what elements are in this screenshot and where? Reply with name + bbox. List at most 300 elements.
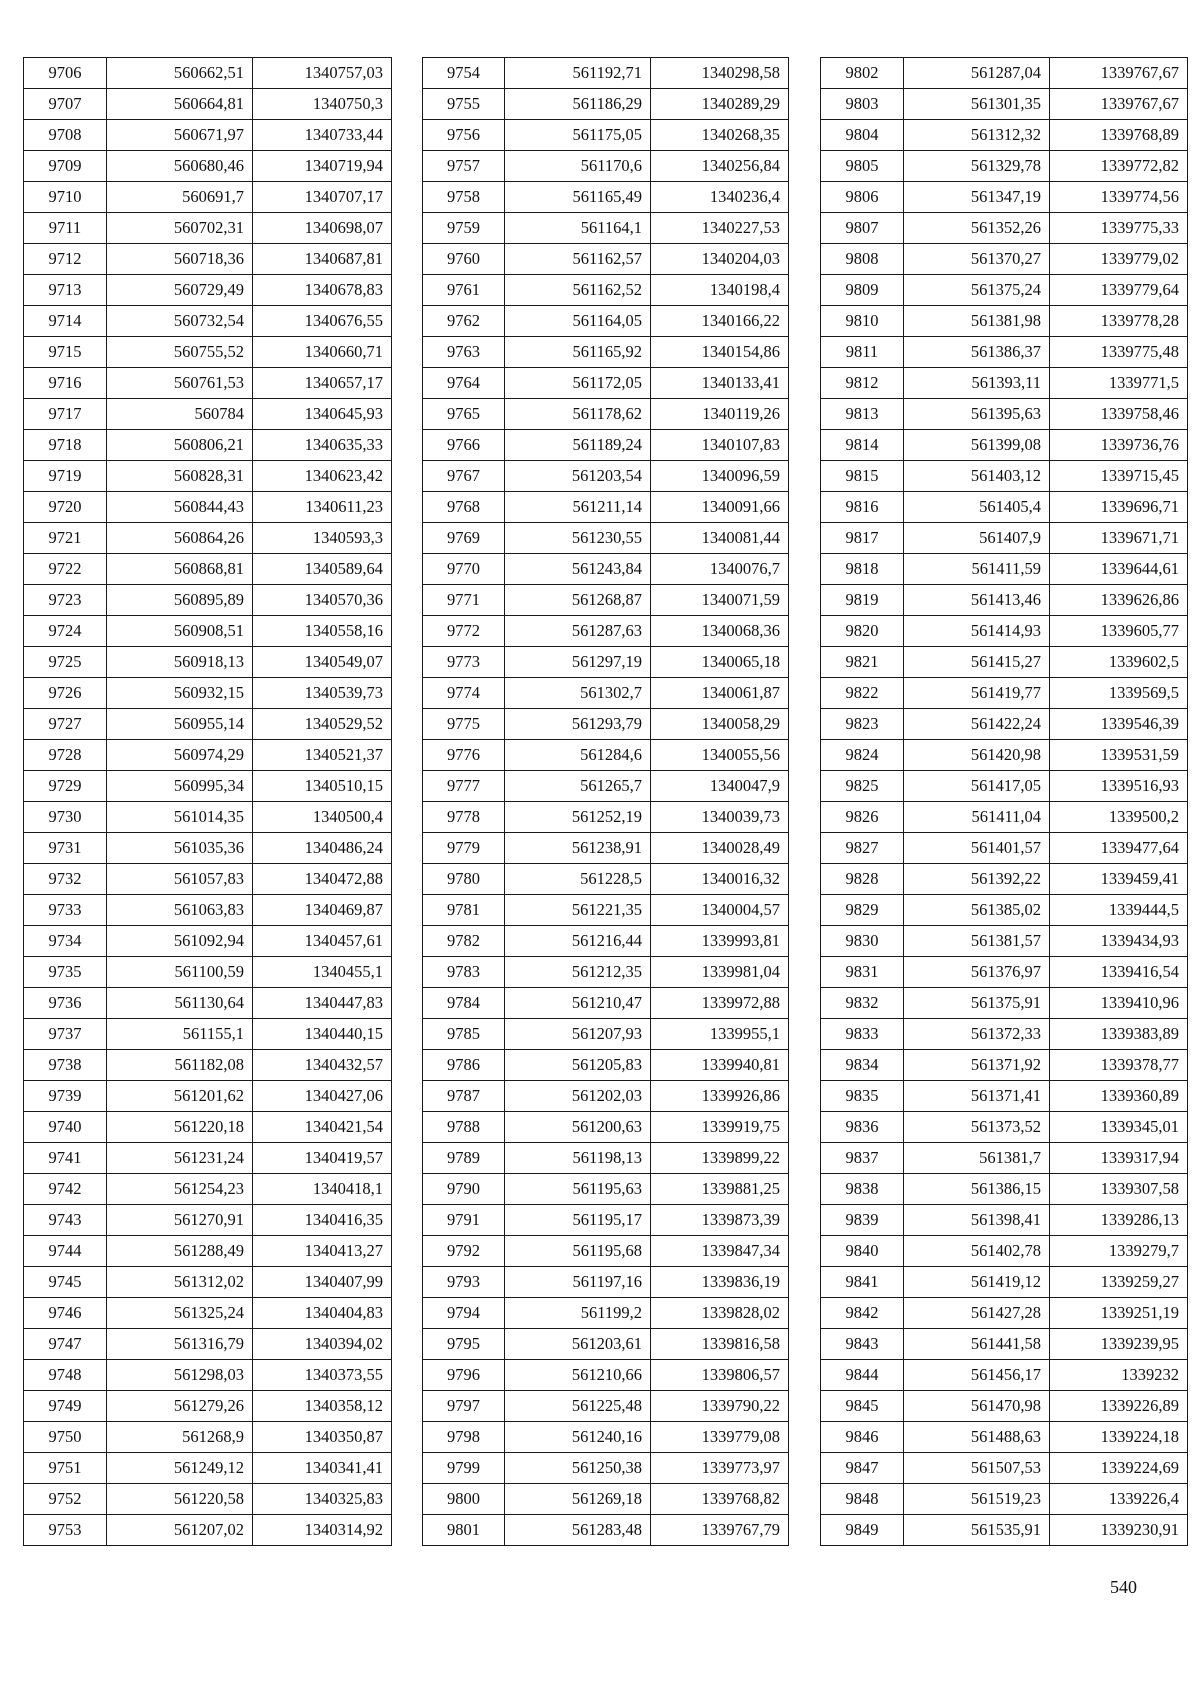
- point-number-cell: 9837: [821, 1143, 904, 1174]
- table-row: [821, 523, 1188, 554]
- point-number-cell: 9736: [24, 988, 107, 1019]
- table-row: [821, 120, 1188, 151]
- x-coordinate-cell: 561284,6: [505, 740, 651, 771]
- x-coordinate-cell: 561392,22: [904, 864, 1050, 895]
- point-number-cell: 9811: [821, 337, 904, 368]
- y-coordinate-cell: 1340529,52: [253, 709, 392, 740]
- y-coordinate-cell: 1340065,18: [651, 647, 789, 678]
- y-coordinate-cell: 1340227,53: [651, 213, 789, 244]
- point-number-cell: 9752: [24, 1484, 107, 1515]
- y-coordinate-cell: 1340068,36: [651, 616, 789, 647]
- x-coordinate-cell: 560828,31: [107, 461, 253, 492]
- x-coordinate-cell: 561386,15: [904, 1174, 1050, 1205]
- x-coordinate-cell: 560662,51: [107, 58, 253, 89]
- table-row: [24, 1515, 392, 1546]
- point-number-cell: 9810: [821, 306, 904, 337]
- x-coordinate-cell: 561203,54: [505, 461, 651, 492]
- y-coordinate-cell: 1340256,84: [651, 151, 789, 182]
- table-row: [423, 771, 789, 802]
- y-coordinate-cell: 1339772,82: [1050, 151, 1188, 182]
- x-coordinate-cell: 561386,37: [904, 337, 1050, 368]
- y-coordinate-cell: 1339847,34: [651, 1236, 789, 1267]
- table-row: [24, 1019, 392, 1050]
- y-coordinate-cell: 1340204,03: [651, 244, 789, 275]
- y-coordinate-cell: 1339239,95: [1050, 1329, 1188, 1360]
- table-row: [821, 1112, 1188, 1143]
- x-coordinate-cell: 560995,34: [107, 771, 253, 802]
- table-row: [821, 678, 1188, 709]
- x-coordinate-cell: 561441,58: [904, 1329, 1050, 1360]
- point-number-cell: 9745: [24, 1267, 107, 1298]
- coordinate-table-2: [422, 57, 789, 1546]
- table-row: [24, 647, 392, 678]
- table-row: [821, 89, 1188, 120]
- y-coordinate-cell: 1340004,57: [651, 895, 789, 926]
- point-number-cell: 9757: [423, 151, 505, 182]
- table-row: [821, 58, 1188, 89]
- point-number-cell: 9814: [821, 430, 904, 461]
- y-coordinate-cell: 1340107,83: [651, 430, 789, 461]
- x-coordinate-cell: 561420,98: [904, 740, 1050, 771]
- point-number-cell: 9721: [24, 523, 107, 554]
- point-number-cell: 9817: [821, 523, 904, 554]
- x-coordinate-cell: 560718,36: [107, 244, 253, 275]
- table-row: [24, 1391, 392, 1422]
- point-number-cell: 9778: [423, 802, 505, 833]
- y-coordinate-cell: 1340096,59: [651, 461, 789, 492]
- point-number-cell: 9844: [821, 1360, 904, 1391]
- x-coordinate-cell: 560702,31: [107, 213, 253, 244]
- point-number-cell: 9753: [24, 1515, 107, 1546]
- table-row: [821, 864, 1188, 895]
- y-coordinate-cell: 1340016,32: [651, 864, 789, 895]
- table-row: [821, 1267, 1188, 1298]
- y-coordinate-cell: 1339926,86: [651, 1081, 789, 1112]
- y-coordinate-cell: 1340455,1: [253, 957, 392, 988]
- point-number-cell: 9807: [821, 213, 904, 244]
- x-coordinate-cell: 561399,08: [904, 430, 1050, 461]
- point-number-cell: 9799: [423, 1453, 505, 1484]
- table-row: [423, 926, 789, 957]
- point-number-cell: 9776: [423, 740, 505, 771]
- point-number-cell: 9830: [821, 926, 904, 957]
- x-coordinate-cell: 561297,19: [505, 647, 651, 678]
- point-number-cell: 9724: [24, 616, 107, 647]
- y-coordinate-cell: 1340698,07: [253, 213, 392, 244]
- y-coordinate-cell: 1340539,73: [253, 678, 392, 709]
- x-coordinate-cell: 561175,05: [505, 120, 651, 151]
- x-coordinate-cell: 561385,02: [904, 895, 1050, 926]
- point-number-cell: 9709: [24, 151, 107, 182]
- table-row: [423, 988, 789, 1019]
- table-row: [821, 182, 1188, 213]
- point-number-cell: 9847: [821, 1453, 904, 1484]
- x-coordinate-cell: 561162,57: [505, 244, 651, 275]
- x-coordinate-cell: 561220,18: [107, 1112, 253, 1143]
- coordinate-table-body: [821, 58, 1188, 1546]
- point-number-cell: 9792: [423, 1236, 505, 1267]
- coordinate-table-3: [820, 57, 1188, 1546]
- table-row: [821, 306, 1188, 337]
- table-row: [24, 740, 392, 771]
- x-coordinate-cell: 561164,1: [505, 213, 651, 244]
- x-coordinate-cell: 561381,57: [904, 926, 1050, 957]
- x-coordinate-cell: 561375,91: [904, 988, 1050, 1019]
- y-coordinate-cell: 1339444,5: [1050, 895, 1188, 926]
- point-number-cell: 9755: [423, 89, 505, 120]
- y-coordinate-cell: 1340676,55: [253, 306, 392, 337]
- x-coordinate-cell: 561370,27: [904, 244, 1050, 275]
- y-coordinate-cell: 1340623,42: [253, 461, 392, 492]
- table-row: [423, 554, 789, 585]
- x-coordinate-cell: 561268,9: [107, 1422, 253, 1453]
- table-row: [423, 1267, 789, 1298]
- y-coordinate-cell: 1339775,33: [1050, 213, 1188, 244]
- point-number-cell: 9729: [24, 771, 107, 802]
- point-number-cell: 9728: [24, 740, 107, 771]
- y-coordinate-cell: 1339410,96: [1050, 988, 1188, 1019]
- table-row: [821, 1453, 1188, 1484]
- table-row: [423, 1391, 789, 1422]
- y-coordinate-cell: 1340419,57: [253, 1143, 392, 1174]
- point-number-cell: 9733: [24, 895, 107, 926]
- point-number-cell: 9723: [24, 585, 107, 616]
- y-coordinate-cell: 1339767,67: [1050, 89, 1188, 120]
- point-number-cell: 9793: [423, 1267, 505, 1298]
- x-coordinate-cell: 561202,03: [505, 1081, 651, 1112]
- y-coordinate-cell: 1340289,29: [651, 89, 789, 120]
- point-number-cell: 9823: [821, 709, 904, 740]
- point-number-cell: 9744: [24, 1236, 107, 1267]
- table-row: [24, 1143, 392, 1174]
- x-coordinate-cell: 561165,49: [505, 182, 651, 213]
- table-row: [24, 492, 392, 523]
- table-row: [423, 709, 789, 740]
- x-coordinate-cell: 561249,12: [107, 1453, 253, 1484]
- y-coordinate-cell: 1339307,58: [1050, 1174, 1188, 1205]
- y-coordinate-cell: 1339779,64: [1050, 275, 1188, 306]
- table-row: [423, 306, 789, 337]
- x-coordinate-cell: 561347,19: [904, 182, 1050, 213]
- y-coordinate-cell: 1339773,97: [651, 1453, 789, 1484]
- x-coordinate-cell: 561456,17: [904, 1360, 1050, 1391]
- x-coordinate-cell: 561279,26: [107, 1391, 253, 1422]
- point-number-cell: 9831: [821, 957, 904, 988]
- point-number-cell: 9813: [821, 399, 904, 430]
- x-coordinate-cell: 560761,53: [107, 368, 253, 399]
- y-coordinate-cell: 1339226,4: [1050, 1484, 1188, 1515]
- y-coordinate-cell: 1339360,89: [1050, 1081, 1188, 1112]
- y-coordinate-cell: 1339477,64: [1050, 833, 1188, 864]
- point-number-cell: 9717: [24, 399, 107, 430]
- y-coordinate-cell: 1340314,92: [253, 1515, 392, 1546]
- point-number-cell: 9730: [24, 802, 107, 833]
- y-coordinate-cell: 1339955,1: [651, 1019, 789, 1050]
- y-coordinate-cell: 1340236,4: [651, 182, 789, 213]
- table-row: [24, 1422, 392, 1453]
- x-coordinate-cell: 561201,62: [107, 1081, 253, 1112]
- point-number-cell: 9833: [821, 1019, 904, 1050]
- y-coordinate-cell: 1339259,27: [1050, 1267, 1188, 1298]
- point-number-cell: 9751: [24, 1453, 107, 1484]
- x-coordinate-cell: 561205,83: [505, 1050, 651, 1081]
- table-row: [821, 1205, 1188, 1236]
- y-coordinate-cell: 1340373,55: [253, 1360, 392, 1391]
- y-coordinate-cell: 1340416,35: [253, 1205, 392, 1236]
- x-coordinate-cell: 561240,16: [505, 1422, 651, 1453]
- table-row: [821, 895, 1188, 926]
- table-row: [423, 58, 789, 89]
- table-row: [821, 368, 1188, 399]
- x-coordinate-cell: 561207,02: [107, 1515, 253, 1546]
- table-row: [821, 151, 1188, 182]
- point-number-cell: 9787: [423, 1081, 505, 1112]
- x-coordinate-cell: 561178,62: [505, 399, 651, 430]
- point-number-cell: 9819: [821, 585, 904, 616]
- page-number: 540: [1110, 1577, 1137, 1597]
- y-coordinate-cell: 1340510,15: [253, 771, 392, 802]
- y-coordinate-cell: 1340039,73: [651, 802, 789, 833]
- table-row: [24, 1298, 392, 1329]
- y-coordinate-cell: 1339790,22: [651, 1391, 789, 1422]
- point-number-cell: 9780: [423, 864, 505, 895]
- y-coordinate-cell: 1339251,19: [1050, 1298, 1188, 1329]
- x-coordinate-cell: 561250,38: [505, 1453, 651, 1484]
- x-coordinate-cell: 561192,71: [505, 58, 651, 89]
- x-coordinate-cell: 560784: [107, 399, 253, 430]
- table-row: [24, 771, 392, 802]
- point-number-cell: 9706: [24, 58, 107, 89]
- table-row: [821, 492, 1188, 523]
- x-coordinate-cell: 561411,59: [904, 554, 1050, 585]
- y-coordinate-cell: 1339531,59: [1050, 740, 1188, 771]
- table-row: [821, 1081, 1188, 1112]
- table-row: [821, 1019, 1188, 1050]
- point-number-cell: 9840: [821, 1236, 904, 1267]
- y-coordinate-cell: 1340071,59: [651, 585, 789, 616]
- y-coordinate-cell: 1339972,88: [651, 988, 789, 1019]
- point-number-cell: 9741: [24, 1143, 107, 1174]
- x-coordinate-cell: 561405,4: [904, 492, 1050, 523]
- x-coordinate-cell: 560974,29: [107, 740, 253, 771]
- y-coordinate-cell: 1339696,71: [1050, 492, 1188, 523]
- x-coordinate-cell: 561401,57: [904, 833, 1050, 864]
- table-row: [423, 585, 789, 616]
- point-number-cell: 9716: [24, 368, 107, 399]
- x-coordinate-cell: 560732,54: [107, 306, 253, 337]
- y-coordinate-cell: 1340472,88: [253, 864, 392, 895]
- table-row: [821, 647, 1188, 678]
- y-coordinate-cell: 1340657,17: [253, 368, 392, 399]
- x-coordinate-cell: 561270,91: [107, 1205, 253, 1236]
- y-coordinate-cell: 1340427,06: [253, 1081, 392, 1112]
- y-coordinate-cell: 1339500,2: [1050, 802, 1188, 833]
- table-row: [423, 833, 789, 864]
- x-coordinate-cell: 561243,84: [505, 554, 651, 585]
- x-coordinate-cell: 561325,24: [107, 1298, 253, 1329]
- y-coordinate-cell: 1339828,02: [651, 1298, 789, 1329]
- table-row: [423, 337, 789, 368]
- point-number-cell: 9708: [24, 120, 107, 151]
- point-number-cell: 9772: [423, 616, 505, 647]
- x-coordinate-cell: 561312,32: [904, 120, 1050, 151]
- x-coordinate-cell: 561182,08: [107, 1050, 253, 1081]
- y-coordinate-cell: 1339378,77: [1050, 1050, 1188, 1081]
- x-coordinate-cell: 561035,36: [107, 833, 253, 864]
- x-coordinate-cell: 561507,53: [904, 1453, 1050, 1484]
- y-coordinate-cell: 1340341,41: [253, 1453, 392, 1484]
- y-coordinate-cell: 1339546,39: [1050, 709, 1188, 740]
- point-number-cell: 9797: [423, 1391, 505, 1422]
- y-coordinate-cell: 1340611,23: [253, 492, 392, 523]
- y-coordinate-cell: 1339232: [1050, 1360, 1188, 1391]
- y-coordinate-cell: 1340413,27: [253, 1236, 392, 1267]
- x-coordinate-cell: 561535,91: [904, 1515, 1050, 1546]
- y-coordinate-cell: 1339605,77: [1050, 616, 1188, 647]
- y-coordinate-cell: 1340407,99: [253, 1267, 392, 1298]
- y-coordinate-cell: 1339899,22: [651, 1143, 789, 1174]
- x-coordinate-cell: 561170,6: [505, 151, 651, 182]
- table-row: [24, 461, 392, 492]
- y-coordinate-cell: 1339778,28: [1050, 306, 1188, 337]
- y-coordinate-cell: 1339768,89: [1050, 120, 1188, 151]
- table-row: [821, 275, 1188, 306]
- table-row: [821, 1143, 1188, 1174]
- table-row: [24, 182, 392, 213]
- point-number-cell: 9786: [423, 1050, 505, 1081]
- y-coordinate-cell: 1339317,94: [1050, 1143, 1188, 1174]
- point-number-cell: 9783: [423, 957, 505, 988]
- y-coordinate-cell: 1339279,7: [1050, 1236, 1188, 1267]
- table-row: [423, 1329, 789, 1360]
- x-coordinate-cell: 561211,14: [505, 492, 651, 523]
- x-coordinate-cell: 561283,48: [505, 1515, 651, 1546]
- table-row: [821, 1360, 1188, 1391]
- y-coordinate-cell: 1339940,81: [651, 1050, 789, 1081]
- point-number-cell: 9801: [423, 1515, 505, 1546]
- y-coordinate-cell: 1339383,89: [1050, 1019, 1188, 1050]
- point-number-cell: 9843: [821, 1329, 904, 1360]
- x-coordinate-cell: 561352,26: [904, 213, 1050, 244]
- point-number-cell: 9746: [24, 1298, 107, 1329]
- point-number-cell: 9718: [24, 430, 107, 461]
- table-row: [24, 926, 392, 957]
- x-coordinate-cell: 561427,28: [904, 1298, 1050, 1329]
- table-row: [821, 1329, 1188, 1360]
- x-coordinate-cell: 561302,7: [505, 678, 651, 709]
- point-number-cell: 9808: [821, 244, 904, 275]
- point-number-cell: 9848: [821, 1484, 904, 1515]
- table-row: [24, 1112, 392, 1143]
- y-coordinate-cell: 1339981,04: [651, 957, 789, 988]
- point-number-cell: 9739: [24, 1081, 107, 1112]
- x-coordinate-cell: 561198,13: [505, 1143, 651, 1174]
- x-coordinate-cell: 561189,24: [505, 430, 651, 461]
- table-row: [423, 523, 789, 554]
- table-row: [423, 1050, 789, 1081]
- x-coordinate-cell: 561130,64: [107, 988, 253, 1019]
- table-row: [24, 523, 392, 554]
- table-row: [24, 151, 392, 182]
- point-number-cell: 9722: [24, 554, 107, 585]
- y-coordinate-cell: 1340404,83: [253, 1298, 392, 1329]
- y-coordinate-cell: 1339644,61: [1050, 554, 1188, 585]
- x-coordinate-cell: 560664,81: [107, 89, 253, 120]
- x-coordinate-cell: 560729,49: [107, 275, 253, 306]
- table-row: [423, 244, 789, 275]
- point-number-cell: 9756: [423, 120, 505, 151]
- point-number-cell: 9839: [821, 1205, 904, 1236]
- point-number-cell: 9767: [423, 461, 505, 492]
- x-coordinate-cell: 561252,19: [505, 802, 651, 833]
- y-coordinate-cell: 1340558,16: [253, 616, 392, 647]
- table-row: [423, 430, 789, 461]
- point-number-cell: 9732: [24, 864, 107, 895]
- y-coordinate-cell: 1339779,02: [1050, 244, 1188, 275]
- point-number-cell: 9815: [821, 461, 904, 492]
- table-row: [821, 1298, 1188, 1329]
- table-row: [821, 740, 1188, 771]
- x-coordinate-cell: 561395,63: [904, 399, 1050, 430]
- table-row: [821, 213, 1188, 244]
- y-coordinate-cell: 1339345,01: [1050, 1112, 1188, 1143]
- point-number-cell: 9788: [423, 1112, 505, 1143]
- table-row: [423, 1422, 789, 1453]
- x-coordinate-cell: 561220,58: [107, 1484, 253, 1515]
- point-number-cell: 9790: [423, 1174, 505, 1205]
- x-coordinate-cell: 561301,35: [904, 89, 1050, 120]
- table-row: [821, 1422, 1188, 1453]
- x-coordinate-cell: 561092,94: [107, 926, 253, 957]
- table-row: [423, 802, 789, 833]
- table-row: [24, 430, 392, 461]
- y-coordinate-cell: 1340678,83: [253, 275, 392, 306]
- table-row: [24, 709, 392, 740]
- x-coordinate-cell: 561519,23: [904, 1484, 1050, 1515]
- x-coordinate-cell: 560755,52: [107, 337, 253, 368]
- x-coordinate-cell: 561287,63: [505, 616, 651, 647]
- table-row: [821, 1391, 1188, 1422]
- table-row: [24, 120, 392, 151]
- table-row: [24, 864, 392, 895]
- x-coordinate-cell: 561265,7: [505, 771, 651, 802]
- x-coordinate-cell: 561195,68: [505, 1236, 651, 1267]
- y-coordinate-cell: 1340733,44: [253, 120, 392, 151]
- table-row: [821, 1515, 1188, 1546]
- coordinate-table-1: [23, 57, 392, 1546]
- point-number-cell: 9818: [821, 554, 904, 585]
- table-row: [821, 833, 1188, 864]
- y-coordinate-cell: 1340268,35: [651, 120, 789, 151]
- x-coordinate-cell: 561195,63: [505, 1174, 651, 1205]
- table-row: [24, 988, 392, 1019]
- point-number-cell: 9747: [24, 1329, 107, 1360]
- x-coordinate-cell: 561199,2: [505, 1298, 651, 1329]
- point-number-cell: 9748: [24, 1360, 107, 1391]
- y-coordinate-cell: 1340076,7: [651, 554, 789, 585]
- x-coordinate-cell: 561375,24: [904, 275, 1050, 306]
- y-coordinate-cell: 1340166,22: [651, 306, 789, 337]
- point-number-cell: 9763: [423, 337, 505, 368]
- x-coordinate-cell: 561417,05: [904, 771, 1050, 802]
- point-number-cell: 9761: [423, 275, 505, 306]
- table-row: [423, 151, 789, 182]
- table-row: [423, 895, 789, 926]
- y-coordinate-cell: 1339416,54: [1050, 957, 1188, 988]
- table-row: [24, 1205, 392, 1236]
- table-row: [24, 554, 392, 585]
- y-coordinate-cell: 1340593,3: [253, 523, 392, 554]
